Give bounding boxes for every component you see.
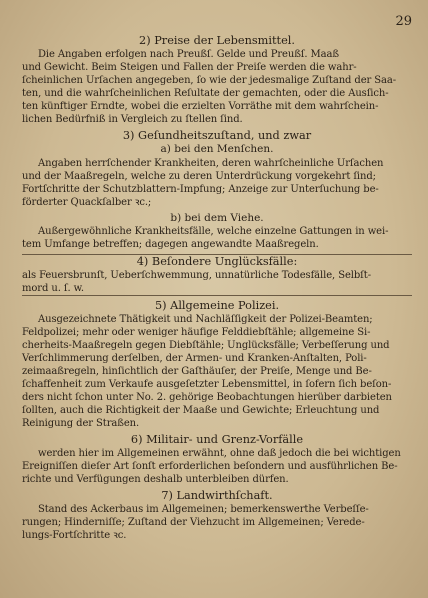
section-3: [22, 129, 412, 251]
text-line: zeimaaßregeln, hinſichtlich der Gaſthäuſer, der Preiſe, Menge und Be-: [22, 366, 372, 377]
subsection-label: b) bei dem Viehe.: [170, 211, 264, 224]
text-line: tem Umfange betreffen; dagegen angewandte Maaßregeln.: [22, 239, 319, 250]
text-line: Außergewöhnliche Krankheitsfälle, welche einzelne Gattungen in wei-: [38, 226, 389, 237]
text-line: rungen; Hinderniſſe; Zuſtand der Viehzucht im Allgemeinen; Verede-: [22, 517, 365, 528]
text-line: Reinigung der Straßen.: [22, 418, 140, 429]
subsection-label: a) bei den Menſchen.: [160, 143, 274, 155]
text-line: Stand des Ackerbaus im Allgemeinen; bemerkenswerthe Verbeſſe-: [38, 504, 369, 515]
text-line: ten künftiger Erndte, wobei die erzielten Vorräthe mit dem wahrſchein-: [22, 101, 379, 112]
text-line: Verſchlimmerung derſelben, der Armen- und Kranken-Anſtalten, Poli-: [22, 353, 367, 364]
page-number: 29: [395, 14, 412, 29]
section-heading: 5) Allgemeine Polizei.: [154, 299, 280, 312]
text-line: mord u. ſ. w.: [22, 283, 84, 294]
text-line: Ereigniſſen dieſer Art ſonſt erforderlichen beſondern und ausführlichen Be-: [22, 461, 398, 472]
section-heading: 4) Beſondere Unglücksfälle:: [136, 255, 298, 268]
text-line: werden hier im Allgemeinen erwähnt, ohne daß jedoch die bei wichtigen: [38, 448, 401, 459]
text-line: förderter Quackſalber ꝛc.;: [22, 196, 152, 208]
text-line: Die Angaben erfolgen nach Preußſ. Gelde und Preußſ. Maaß: [38, 49, 339, 60]
section-heading: 3) Geſundheitszuſtand, und zwar: [122, 129, 312, 142]
text-line: als Feuersbrunſt, Ueberſchwemmung, unnatürliche Todesfälle, Selbſt-: [22, 270, 371, 281]
section-2: [22, 34, 412, 126]
section-heading: 7) Landwirthſchaft.: [161, 489, 273, 502]
text-line: ſollten, auch die Richtigkeit der Maaße und Gewichte; Erleuchtung und: [22, 405, 380, 416]
text-line: und der Maaßregeln, welche zu deren Unterdrückung vorgekehrt ſind;: [22, 170, 376, 182]
text-line: Ausgezeichnete Thätigkeit und Nachläſſigkeit der Polizei-Beamten;: [38, 314, 373, 325]
section-7: [22, 489, 412, 542]
text-line: ders nicht ſchon unter No. 2. gehörige Beobachtungen hierüber darbieten: [22, 392, 392, 403]
text-line: Feldpolizei; mehr oder weniger häufige Felddiebſtähle; allgemeine Si-: [22, 327, 371, 338]
text-line: Angaben herrſchender Krankheiten, deren wahrſcheinliche Urſachen: [38, 157, 384, 169]
text-line: richte und Verfügungen deshalb unterbleiben dürfen.: [22, 474, 289, 485]
text-line: cherheits-Maaßregeln gegen Diebſtähle; Unglücksfälle; Verbeſſerung und: [22, 340, 390, 351]
text-line: ſcheinlichen Urſachen angegeben, ſo wie der jedesmalige Zuſtand der Saa-: [22, 75, 397, 86]
text-line: lichen Bedürfniß in Vergleich zu ſtellen ſind.: [22, 114, 243, 125]
section-4: [22, 254, 412, 296]
text-line: ſchaffenheit zum Verkaufe ausgeſetzter Lebensmittel, in ſofern ſich beſon-: [22, 379, 392, 390]
section-6: [22, 433, 412, 486]
section-heading: 2) Preise der Lebensmittel.: [139, 34, 295, 47]
text-line: ten, und die wahrſcheinlichen Reſultate der gemachten, oder die Ausſich-: [22, 88, 389, 99]
text-line: Fortſchritte der Schutzblattern-Impfung; Anzeige zur Unterſuchung be-: [22, 183, 379, 195]
section-heading: 6) Militair- und Grenz-Vorfälle: [130, 433, 304, 446]
text-line: und Gewicht. Beim Steigen und Fallen der Preiſe werden die wahr-: [22, 62, 357, 73]
section-5: [22, 299, 412, 430]
text-line: lungs-Fortſchritte ꝛc.: [22, 530, 127, 541]
